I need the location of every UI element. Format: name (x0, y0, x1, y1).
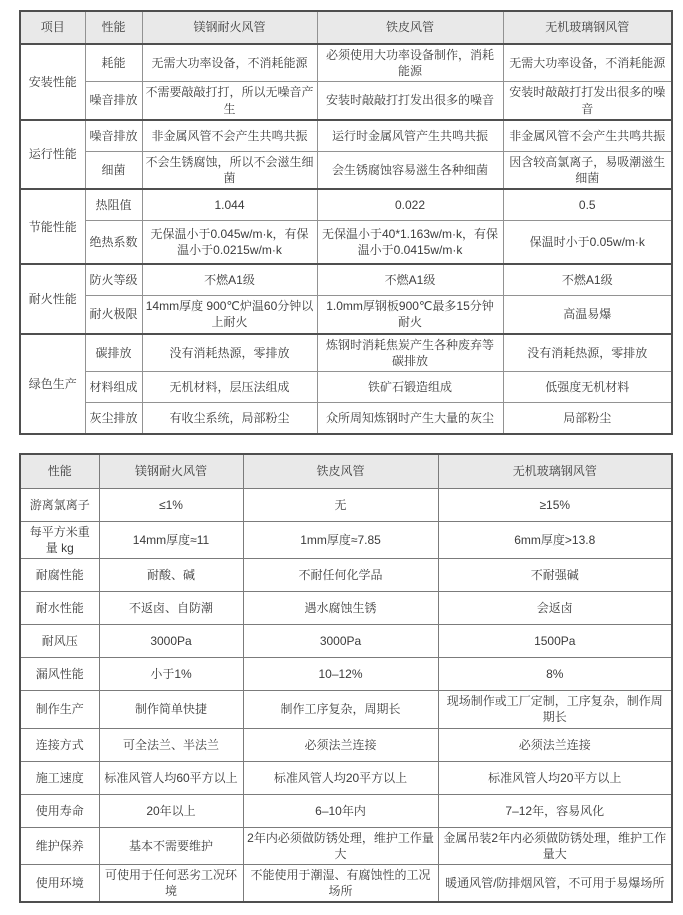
value-cell: 众所周知炼钢时产生大量的灰尘 (317, 402, 503, 434)
value-cell: 金属吊装2年内必须做防锈处理，维护工作量大 (438, 827, 672, 864)
column-header: 性能 (85, 11, 142, 44)
value-cell: 可全法兰、半法兰 (99, 728, 243, 761)
table-row (20, 120, 672, 152)
value-cell: 标准风管人均20平方以上 (243, 761, 438, 794)
value-cell: 1mm厚度≈7.85 (243, 521, 438, 558)
table-row (20, 761, 672, 794)
value-cell: 耐酸、碱 (99, 559, 243, 592)
performance-label-cell: 热阻值 (85, 189, 142, 221)
column-header: 无机玻璃钢风管 (438, 454, 672, 489)
category-cell: 运行性能 (20, 120, 85, 189)
value-cell: 可使用于任何恶劣工况环境 (99, 865, 243, 903)
value-cell: 不耐任何化学品 (243, 559, 438, 592)
value-cell: 炼钢时消耗焦炭产生各种废弃等碳排放 (317, 334, 503, 372)
value-cell: 不燃A1级 (142, 264, 317, 296)
value-cell: 无需大功率设备，不消耗能源 (503, 44, 672, 82)
value-cell: 标准风管人均20平方以上 (438, 761, 672, 794)
duct-performance-comparison-table (19, 453, 673, 904)
value-cell: 6mm厚度>13.8 (438, 521, 672, 558)
performance-label-cell: 噪音排放 (85, 120, 142, 152)
value-cell: 无需大功率设备，不消耗能源 (142, 44, 317, 82)
performance-label-cell: 使用寿命 (20, 794, 99, 827)
performance-label-cell: 噪音排放 (85, 82, 142, 120)
table-row (20, 151, 672, 189)
performance-label-cell: 漏风性能 (20, 658, 99, 691)
performance-label-cell: 绝热系数 (85, 221, 142, 265)
value-cell: 不需要敲敲打打，所以无噪音产生 (142, 82, 317, 120)
value-cell: 非金属风管不会产生共鸣共振 (142, 120, 317, 152)
table-row (20, 296, 672, 334)
value-cell: 1.0mm厚钢板900℃最多15分钟耐火 (317, 296, 503, 334)
column-header: 铁皮风管 (317, 11, 503, 44)
value-cell: 3000Pa (243, 625, 438, 658)
category-cell: 绿色生产 (20, 334, 85, 434)
value-cell: 遇水腐蚀生锈 (243, 592, 438, 625)
table-row (20, 865, 672, 903)
value-cell: 不会生锈腐蚀，所以不会滋生细菌 (142, 151, 317, 189)
column-header: 铁皮风管 (243, 454, 438, 489)
value-cell: 现场制作或工厂定制，工序复杂，制作周期长 (438, 691, 672, 728)
value-cell: 小于1% (99, 658, 243, 691)
performance-label-cell: 施工速度 (20, 761, 99, 794)
value-cell: 非金属风管不会产生共鸣共振 (503, 120, 672, 152)
value-cell: 低强度无机材料 (503, 371, 672, 402)
value-cell: 制作工序复杂，周期长 (243, 691, 438, 728)
performance-label-cell: 游离氯离子 (20, 488, 99, 521)
performance-label-cell: 碳排放 (85, 334, 142, 372)
value-cell: 运行时金属风管产生共鸣共振 (317, 120, 503, 152)
value-cell: 没有消耗热源，零排放 (142, 334, 317, 372)
duct-category-comparison-table (19, 10, 673, 435)
category-cell: 安装性能 (20, 44, 85, 120)
value-cell: 局部粉尘 (503, 402, 672, 434)
performance-label-cell: 连接方式 (20, 728, 99, 761)
table2-header-row (20, 454, 672, 489)
performance-label-cell: 耗能 (85, 44, 142, 82)
table-row (20, 691, 672, 728)
value-cell: 20年以上 (99, 794, 243, 827)
value-cell: 无 (243, 488, 438, 521)
performance-label-cell: 细菌 (85, 151, 142, 189)
value-cell: 1500Pa (438, 625, 672, 658)
value-cell: 无保温小于0.045w/m·k，有保温小于0.0215w/m·k (142, 221, 317, 265)
value-cell: 安装时敲敲打打发出很多的噪音 (503, 82, 672, 120)
value-cell: 0.5 (503, 189, 672, 221)
table-row (20, 334, 672, 372)
performance-label-cell: 耐水性能 (20, 592, 99, 625)
value-cell: 会生锈腐蚀容易滋生各种细菌 (317, 151, 503, 189)
table-row (20, 371, 672, 402)
performance-label-cell: 维护保养 (20, 827, 99, 864)
value-cell: 铁矿石锻造组成 (317, 371, 503, 402)
performance-label-cell: 灰尘排放 (85, 402, 142, 434)
value-cell: ≥15% (438, 488, 672, 521)
value-cell: 不返卤、自防潮 (99, 592, 243, 625)
column-header: 无机玻璃钢风管 (503, 11, 672, 44)
column-header: 镁钢耐火风管 (99, 454, 243, 489)
value-cell: 无保温小于40*1.163w/m·k，有保温小于0.0415w/m·k (317, 221, 503, 265)
value-cell: 10–12% (243, 658, 438, 691)
table-row (20, 264, 672, 296)
value-cell: 7–12年，容易风化 (438, 794, 672, 827)
category-cell: 耐火性能 (20, 264, 85, 333)
value-cell: 没有消耗热源，零排放 (503, 334, 672, 372)
category-cell: 节能性能 (20, 189, 85, 264)
performance-label-cell: 耐腐性能 (20, 559, 99, 592)
value-cell: 暖通风管/防排烟风管，不可用于易爆场所 (438, 865, 672, 903)
value-cell: 不耐强碱 (438, 559, 672, 592)
table-row (20, 625, 672, 658)
value-cell: 必须使用大功率设备制作，消耗能源 (317, 44, 503, 82)
table-row (20, 221, 672, 265)
table-row (20, 559, 672, 592)
value-cell: 1.044 (142, 189, 317, 221)
value-cell: 基本不需要维护 (99, 827, 243, 864)
value-cell: 14mm厚度 900℃炉温60分钟以上耐火 (142, 296, 317, 334)
value-cell: 高温易爆 (503, 296, 672, 334)
table-row (20, 82, 672, 120)
table-row (20, 658, 672, 691)
performance-label-cell: 耐火极限 (85, 296, 142, 334)
performance-label-cell: 制作生产 (20, 691, 99, 728)
column-header: 性能 (20, 454, 99, 489)
value-cell: 必须法兰连接 (243, 728, 438, 761)
table-row (20, 189, 672, 221)
table-row (20, 521, 672, 558)
table-row (20, 592, 672, 625)
table1-header-row (20, 11, 672, 44)
value-cell: 不燃A1级 (503, 264, 672, 296)
value-cell: 无机材料，层压法组成 (142, 371, 317, 402)
value-cell: 有收尘系统，局部粉尘 (142, 402, 317, 434)
table-row (20, 488, 672, 521)
value-cell: ≤1% (99, 488, 243, 521)
table-spacer (19, 435, 671, 453)
value-cell: 安装时敲敲打打发出很多的噪音 (317, 82, 503, 120)
performance-label-cell: 使用环境 (20, 865, 99, 903)
value-cell: 会返卤 (438, 592, 672, 625)
value-cell: 14mm厚度≈11 (99, 521, 243, 558)
value-cell: 0.022 (317, 189, 503, 221)
performance-label-cell: 耐风压 (20, 625, 99, 658)
table-row (20, 794, 672, 827)
value-cell: 8% (438, 658, 672, 691)
value-cell: 保温时小于0.05w/m·k (503, 221, 672, 265)
performance-label-cell: 每平方米重量 kg (20, 521, 99, 558)
value-cell: 标准风管人均60平方以上 (99, 761, 243, 794)
value-cell: 2年内必须做防锈处理，维护工作量大 (243, 827, 438, 864)
performance-label-cell: 材料组成 (85, 371, 142, 402)
performance-label-cell: 防火等级 (85, 264, 142, 296)
column-header: 镁钢耐火风管 (142, 11, 317, 44)
value-cell: 不燃A1级 (317, 264, 503, 296)
value-cell: 必须法兰连接 (438, 728, 672, 761)
value-cell: 不能使用于潮湿、有腐蚀性的工况场所 (243, 865, 438, 903)
table-row (20, 827, 672, 864)
table-row (20, 728, 672, 761)
column-header: 项目 (20, 11, 85, 44)
value-cell: 因含较高氯离子，易吸潮滋生细菌 (503, 151, 672, 189)
value-cell: 3000Pa (99, 625, 243, 658)
table-row (20, 44, 672, 82)
value-cell: 6–10年内 (243, 794, 438, 827)
table-row (20, 402, 672, 434)
value-cell: 制作简单快捷 (99, 691, 243, 728)
